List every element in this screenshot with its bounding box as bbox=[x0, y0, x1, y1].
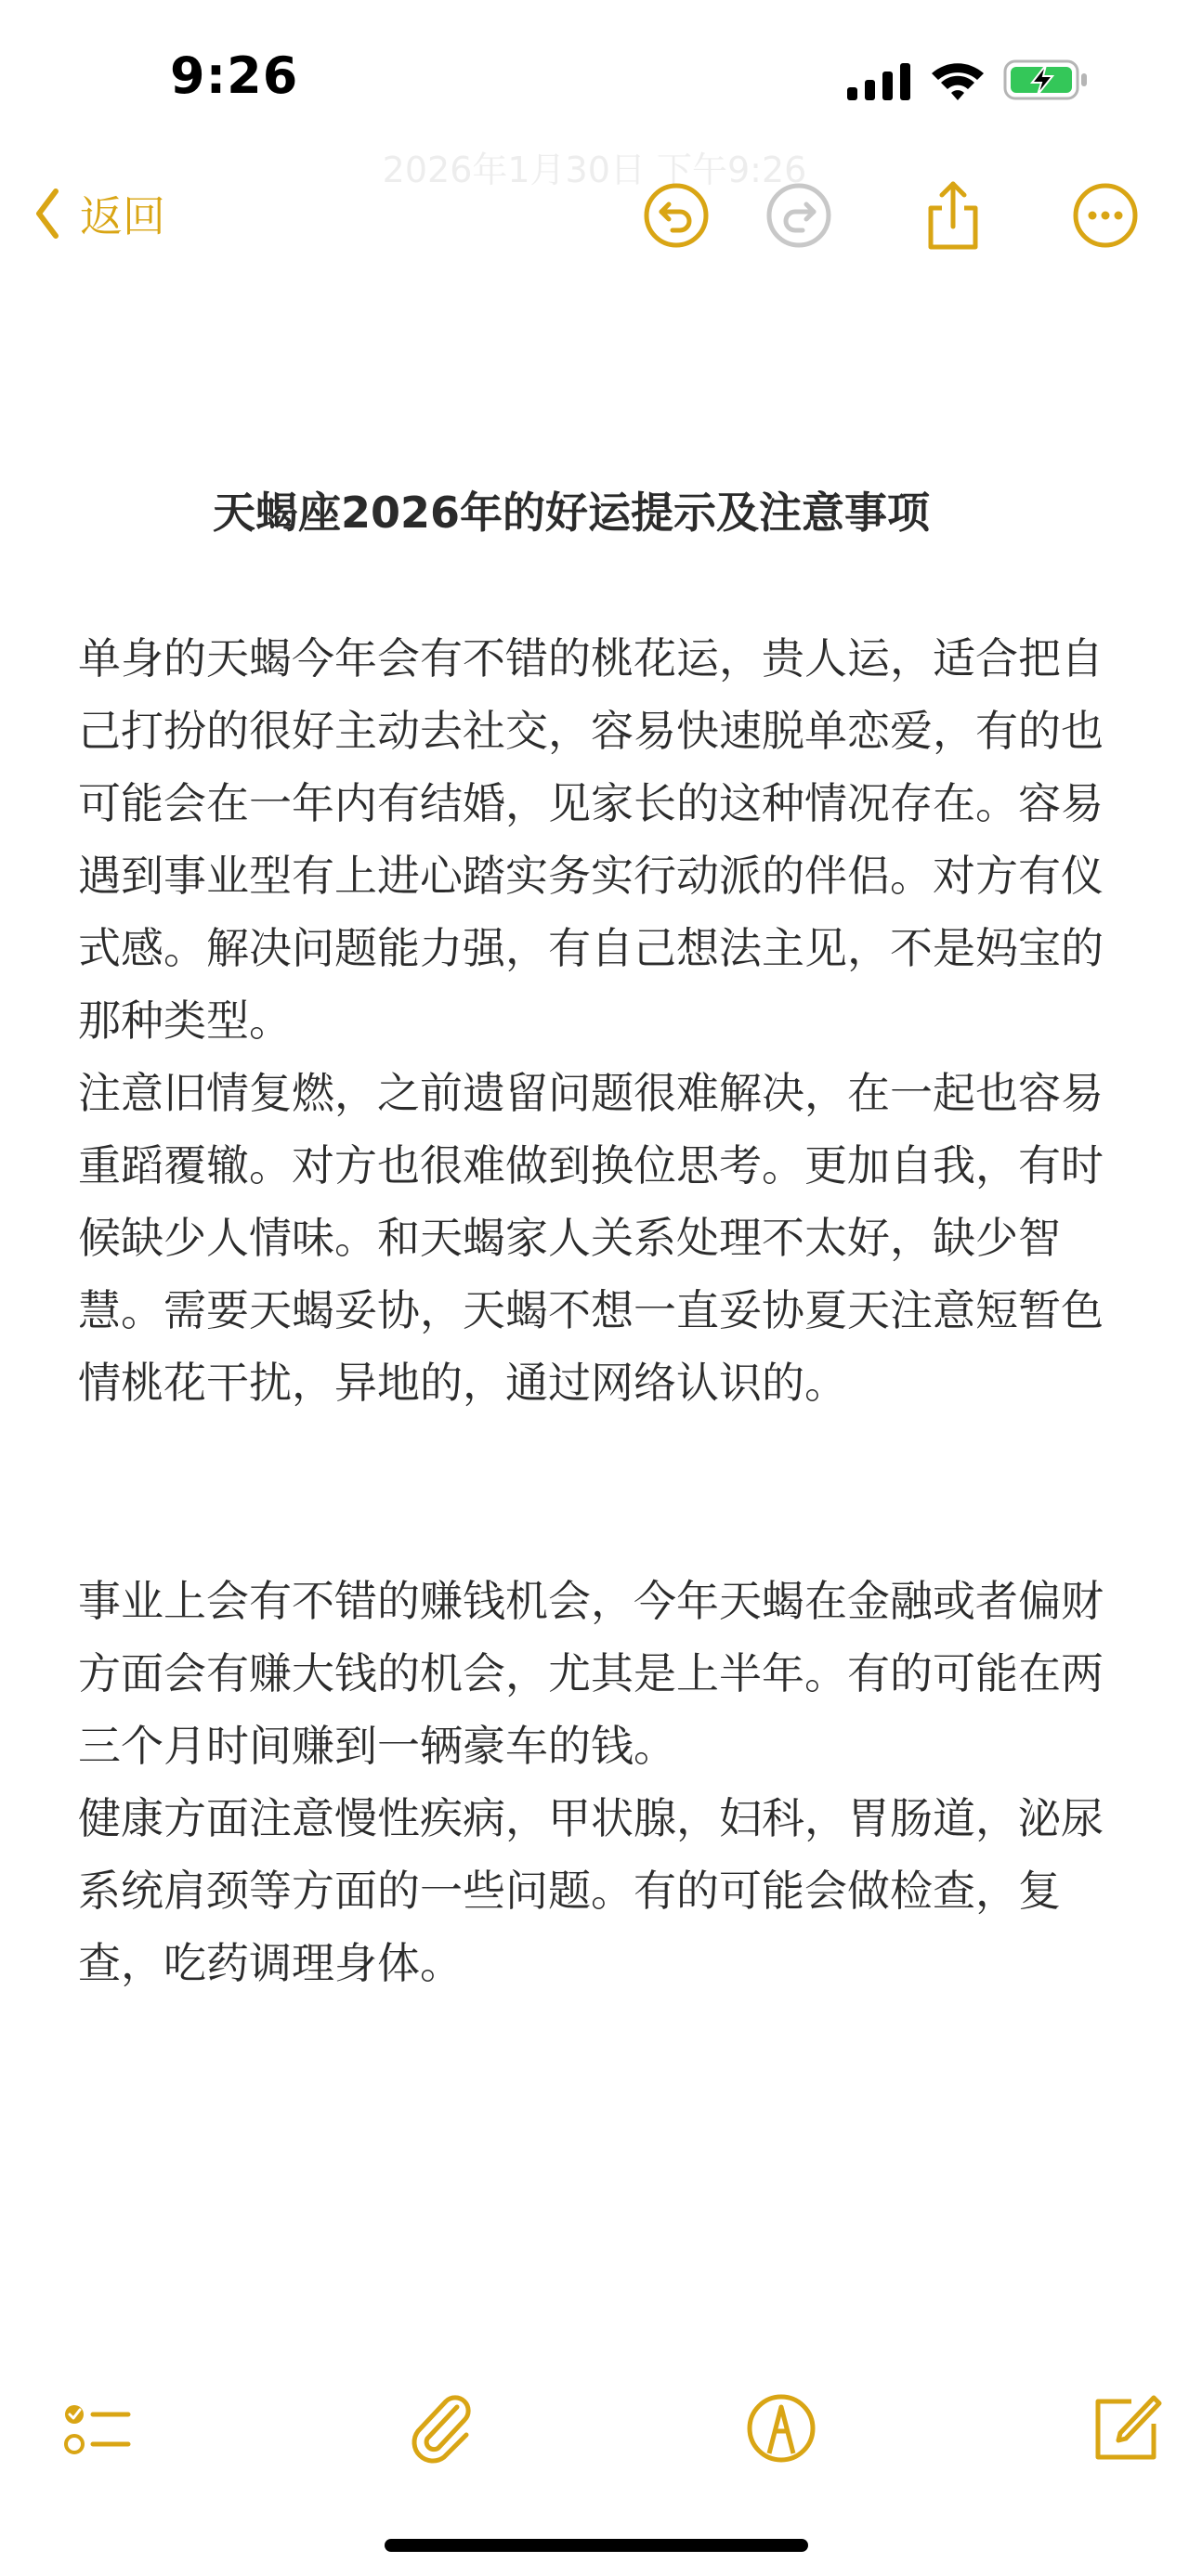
markup-button[interactable] bbox=[739, 2387, 823, 2470]
battery-charging-icon bbox=[1003, 58, 1089, 102]
note-paragraph-career-health: 事业上会有不错的赚钱机会，今年天蝎在金融或者偏财方面会有赚大钱的机会，尤其是上半年。有的可能在两三个月时间赚到一辆豪车的钱。 健康方面注意慢性疾病，甲状腺，妇科，胃肠道，泌尿系统肩颈等方面的一些问题。有的可能会做检查，复查，吃药调理身体。 bbox=[78, 1576, 1104, 1988]
note-paragraph-love: 单身的天蝎今年会有不错的桃花运，贵人运，适合把自己打扮的很好主动去社交，容易快速脱单恋爱，有的也可能会在一年内有结婚，见家长的这种情况存在。容易遇到事业型有上进心踏实务实行动派的伴侣。对方有仪式感。解决问题能力强，有自己想法主见，不是妈宝的那种类型。 注意旧情复燃，之前遗留问题很难解决，在一起也容易重蹈覆辙。对方也很难做到换位思考。更加自我，有时候缺少人情味。和天蝎家人关系处理不太好，缺少智慧。需要天蝎妥协，天蝎不想一直妥协夏天注意短暂色情桃花干扰，异地的，通过网络认识的。 bbox=[78, 633, 1104, 1408]
markup-icon bbox=[739, 2387, 823, 2470]
status-bar bbox=[0, 0, 1189, 149]
more-button[interactable] bbox=[1070, 180, 1141, 251]
redo-button[interactable] bbox=[764, 180, 834, 251]
redo-icon bbox=[764, 180, 834, 251]
chevron-left-icon bbox=[33, 188, 61, 240]
more-icon bbox=[1070, 180, 1141, 251]
cellular-signal-icon bbox=[847, 63, 912, 100]
back-button[interactable] bbox=[33, 176, 165, 251]
share-icon bbox=[918, 180, 988, 251]
undo-button[interactable] bbox=[641, 180, 712, 251]
note-title: 天蝎座2026年的好运提示及注意事项 bbox=[212, 488, 931, 538]
share-button[interactable] bbox=[918, 180, 988, 251]
attachment-button[interactable] bbox=[399, 2387, 483, 2470]
checklist-icon bbox=[54, 2387, 137, 2470]
nav-bar bbox=[0, 167, 1189, 269]
attachment-icon bbox=[399, 2387, 483, 2470]
bottom-toolbar bbox=[0, 2377, 1189, 2479]
compose-button[interactable] bbox=[1083, 2387, 1167, 2470]
checklist-button[interactable] bbox=[54, 2387, 137, 2470]
undo-icon bbox=[641, 180, 712, 251]
wifi-icon bbox=[929, 59, 986, 102]
compose-icon bbox=[1083, 2387, 1167, 2470]
back-label: 返回 bbox=[80, 191, 165, 241]
note-date-ghost: 2026年1月30日 下午9:26 bbox=[382, 150, 807, 190]
home-indicator[interactable] bbox=[385, 2539, 808, 2552]
status-time: 9:26 bbox=[170, 46, 299, 105]
